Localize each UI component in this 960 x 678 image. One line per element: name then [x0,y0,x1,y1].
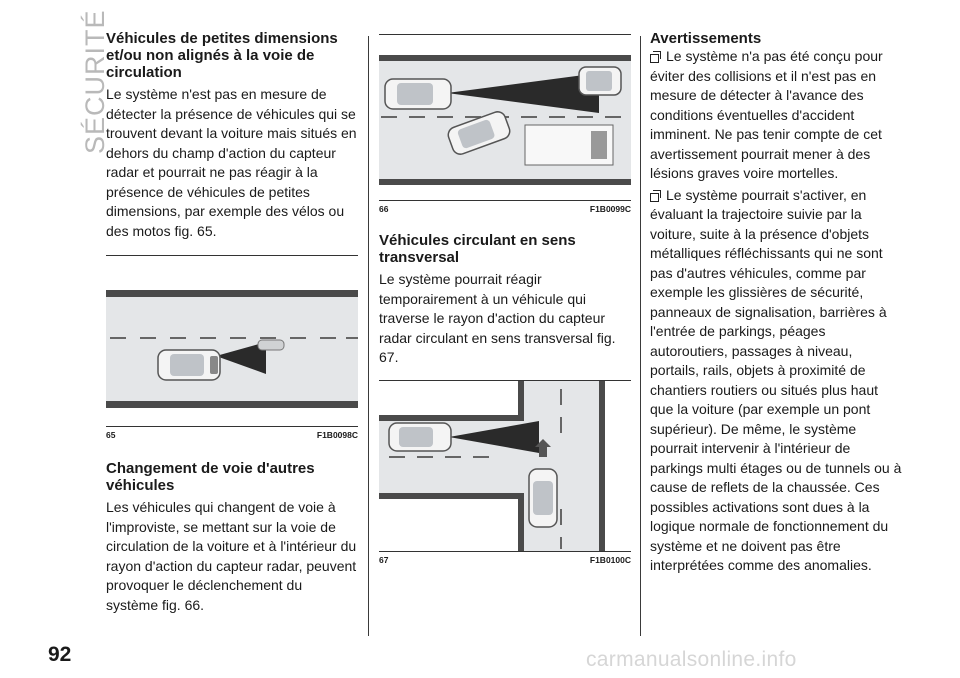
page-number: 92 [48,643,72,666]
figure-number: 65 [106,430,116,440]
column-divider [640,36,641,636]
section-heading: Véhicules circulant en sens transversal [379,232,576,266]
warning-bullet [650,47,902,184]
figure-66-illustration [379,35,631,200]
figure-67 [379,380,631,565]
column-2 [379,30,631,565]
figure-bottom-rule [379,200,631,201]
section-heading: Changement de voie d'autres véhicules [106,460,315,494]
figure-bottom-rule [106,426,358,427]
figure-code: F1B0100C [589,554,631,565]
section-heading: Véhicules de petites dimensions et/ou non alignés à la voie de circulation [106,30,338,81]
figure-code: F1B0098C [316,430,358,440]
figure-caption [379,204,631,214]
column-divider [368,36,369,636]
warning-box-icon [650,52,660,62]
watermark: carmanualsonline.info [586,648,797,671]
figure-66 [379,34,631,214]
figure-caption [106,430,358,440]
section-tab [48,9,110,160]
column-1 [106,30,358,615]
paragraph: Les véhicules qui changent de voie à l'improviste, se mettant sur la voie de circulation de la voiture et à l'intérieur du rayon d'action du capteur radar, peuvent provoquer le déclenchement du système fig. 66. [106,499,357,613]
figure-65-illustration [106,256,358,426]
figure-67-illustration [379,381,631,551]
column-3 [650,30,902,576]
figure-number: 66 [379,204,389,214]
paragraph: Le système n'est pas en mesure de détecter la présence de véhicules qui se trouvent devant la voiture mais situés en dehors du champ d'action du capteur radar et pourrait ne pas réagir à la présence de véhicules de petites dimensions, par exemple des vélos ou des motos fig. 65. [106,86,357,239]
paragraph: Le système pourrait réagir temporairement à un véhicule qui traverse le rayon d'action du capteur radar circulant en sens transversal fig. 67. [379,271,616,365]
warning-bullet [650,186,902,576]
warning-text: Le système n'a pas été conçu pour éviter des collisions et il n'est pas en mesure de détecter à l'avance des conditions éventuelles d'accident imminent. Ne pas tenir compte de cet avertissement pourrait mener à des lésions graves voire mortelles. [650,48,883,181]
warning-box-icon [650,191,660,201]
section-heading: Avertissements [650,30,762,47]
warning-text: Le système pourrait s'activer, en évaluant la trajectoire suivie par la voiture, suite à la présence d'objets métalliques réfléchissants qui ne sont pas d'autres véhicules, comme par exemple les glissières de sécurité, panneaux de signalisation, barrières à l'entrée de parkings, péages autoroutiers, passages à niveau, portails, rails, objets à proximité de chantiers routiers ou situés plus haut que la voiture (par exemple un pont supérieur). De même, le système pourrait intervenir à l'intérieur de parkings multi étages ou de tunnels ou à cause de reflets de la chaussée. Ces possibles activations sont dues à la logique normale de fonctionnement du système et ne doivent pas être interprétées comme des anomalies. [650,186,902,573]
figure-caption [379,555,631,565]
figure-bottom-rule [379,551,631,552]
figure-number: 67 [379,554,389,565]
figure-65 [106,255,358,440]
section-tab-label: SÉCURITÉ [80,9,110,154]
figure-code: F1B0099C [589,204,631,214]
